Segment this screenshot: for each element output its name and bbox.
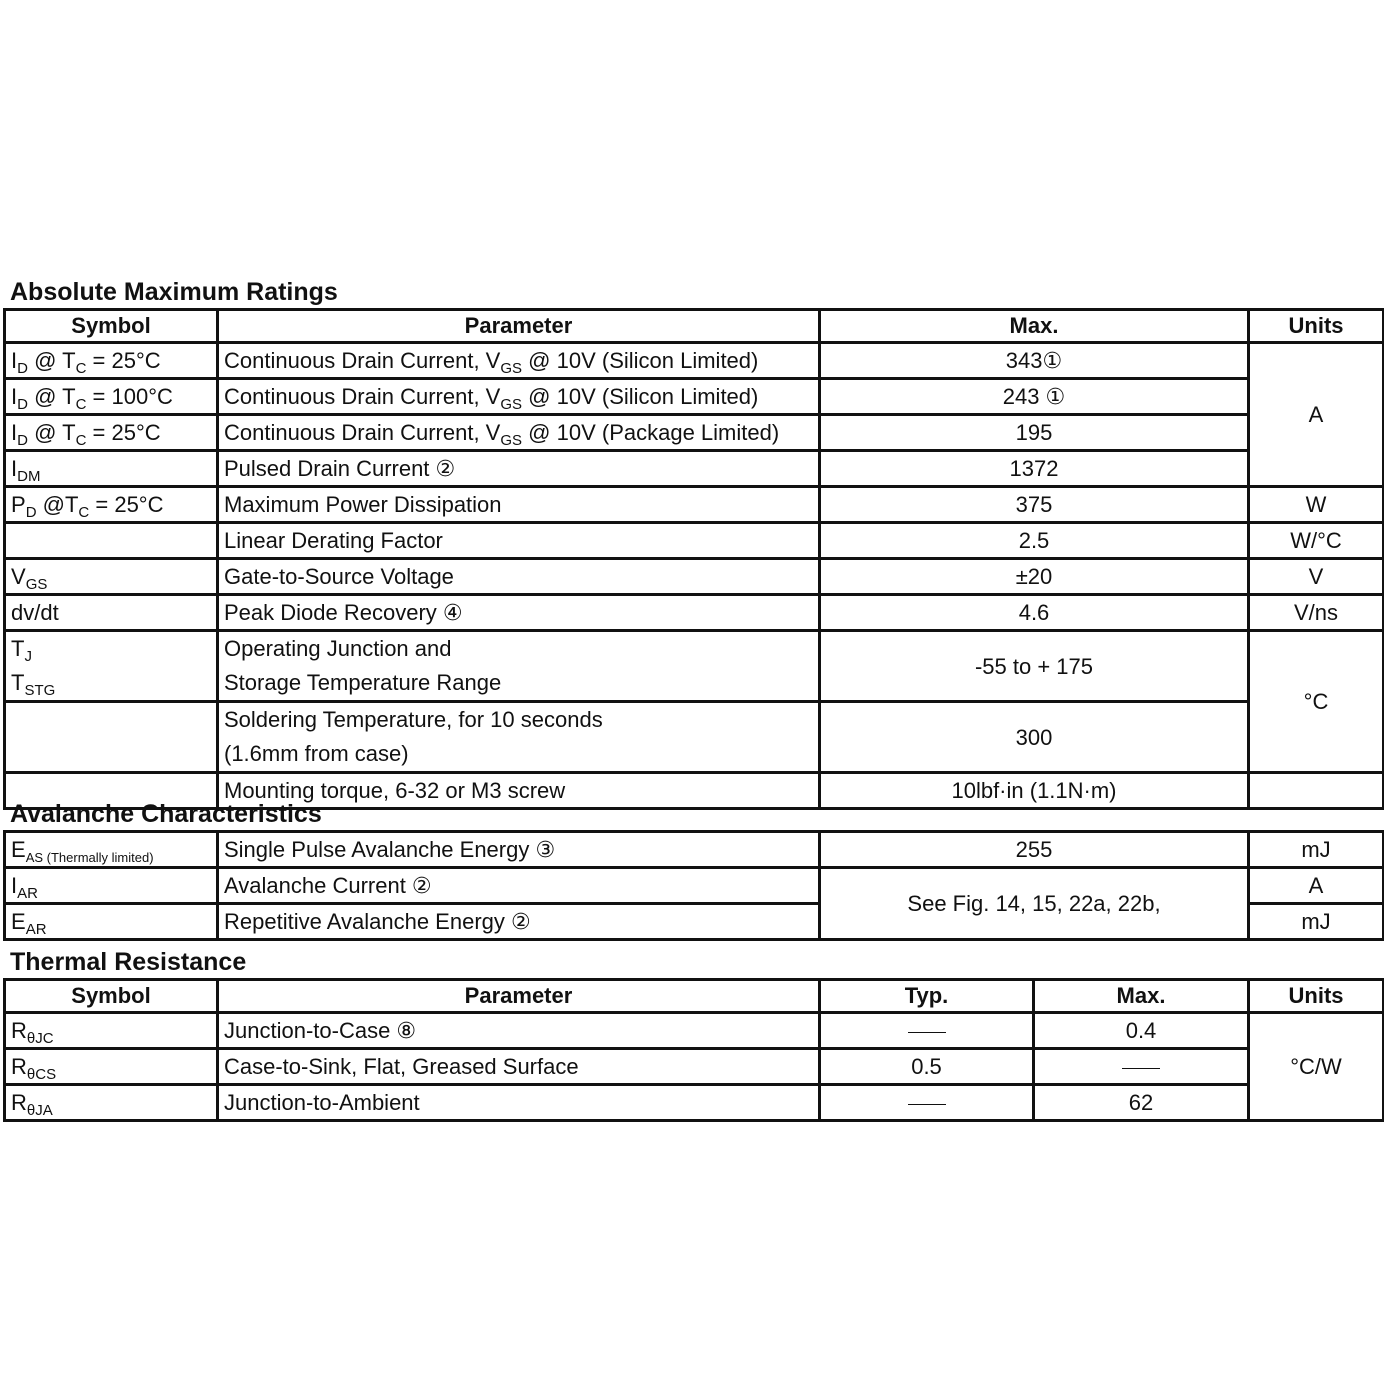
max-cell: 195	[820, 415, 1249, 451]
parameter-cell: Continuous Drain Current, $V_{GS}$ @ 10V (Silicon Limited)	[218, 343, 820, 379]
max-cell: 0.4	[1034, 1013, 1249, 1049]
max-cell: 255	[820, 832, 1249, 868]
table-row	[5, 487, 1384, 523]
parameter-cell: Case-to-Sink, Flat, Greased Surface	[218, 1049, 820, 1085]
max-cell: 343①	[820, 343, 1249, 379]
units-cell: V	[1249, 559, 1384, 595]
amr-table	[3, 308, 1384, 810]
table-row	[5, 868, 1384, 904]
units-cell: A	[1249, 343, 1384, 487]
symbol-cell: dv/dt	[5, 595, 218, 631]
table-row	[5, 1013, 1384, 1049]
units-cell: °C	[1249, 631, 1384, 773]
table-row	[5, 523, 1384, 559]
parameter-cell: Soldering Temperature, for 10 seconds (1.6mm from case)	[218, 702, 820, 773]
parameter-cell: Continuous Drain Current, $V_{GS}$ @ 10V (Package Limited)	[218, 415, 820, 451]
symbol-cell: $I_D$ @ $T_C = 25^\circ C$	[5, 415, 218, 451]
parameter-cell: Mounting torque, 6-32 or M3 screw	[218, 773, 820, 809]
max-cell: 300	[820, 702, 1249, 773]
header-max: Max.	[1034, 980, 1249, 1013]
units-cell: A	[1249, 868, 1384, 904]
symbol-cell: $V_{GS}$	[5, 559, 218, 595]
symbol-cell: $P_D$ $@T_C = 25^\circ C$	[5, 487, 218, 523]
table-row	[5, 1049, 1384, 1085]
thermal-header-row	[5, 980, 1384, 1013]
dash-icon	[1122, 1068, 1160, 1069]
max-cell: 4.6	[820, 595, 1249, 631]
parameter-cell: Maximum Power Dissipation	[218, 487, 820, 523]
dash-icon	[908, 1032, 946, 1033]
max-cell: 375	[820, 487, 1249, 523]
table-row	[5, 415, 1384, 451]
symbol-cell	[5, 523, 218, 559]
table-row	[5, 832, 1384, 868]
parameter-cell: Single Pulse Avalanche Energy ③	[218, 832, 820, 868]
header-units: Units	[1249, 980, 1384, 1013]
parameter-cell: Linear Derating Factor	[218, 523, 820, 559]
symbol-cell: $R_{\theta JA}$	[5, 1085, 218, 1121]
typ-cell: 0.5	[820, 1049, 1034, 1085]
header-max: Max.	[820, 310, 1249, 343]
parameter-cell: Gate-to-Source Voltage	[218, 559, 820, 595]
thermal-title: Thermal Resistance	[10, 948, 247, 976]
parameter-cell: Pulsed Drain Current ②	[218, 451, 820, 487]
units-cell: mJ	[1249, 832, 1384, 868]
units-cell	[1249, 773, 1384, 809]
symbol-cell: $E_{AS (Thermally limited)}$	[5, 832, 218, 868]
max-cell: 243 ①	[820, 379, 1249, 415]
header-units: Units	[1249, 310, 1384, 343]
max-cell	[1034, 1049, 1249, 1085]
header-symbol: Symbol	[5, 980, 218, 1013]
header-parameter: Parameter	[218, 310, 820, 343]
units-cell: W/°C	[1249, 523, 1384, 559]
table-row	[5, 343, 1384, 379]
units-cell: W	[1249, 487, 1384, 523]
parameter-cell: Repetitive Avalanche Energy ②	[218, 904, 820, 940]
parameter-cell: Junction-to-Ambient	[218, 1085, 820, 1121]
amr-title: Absolute Maximum Ratings	[10, 278, 338, 306]
table-row	[5, 379, 1384, 415]
table-row	[5, 702, 1384, 773]
thermal-table	[3, 978, 1384, 1122]
header-typ: Typ.	[820, 980, 1034, 1013]
typ-cell	[820, 1013, 1034, 1049]
units-cell: °C/W	[1249, 1013, 1384, 1121]
header-symbol: Symbol	[5, 310, 218, 343]
parameter-cell: Avalanche Current ②	[218, 868, 820, 904]
table-row	[5, 631, 1384, 702]
units-cell: V/ns	[1249, 595, 1384, 631]
parameter-cell: Junction-to-Case ⑧	[218, 1013, 820, 1049]
table-row	[5, 559, 1384, 595]
dash-icon	[908, 1104, 946, 1105]
symbol-cell: $I_{AR}$	[5, 868, 218, 904]
aval-title: Avalanche Characteristics	[10, 800, 322, 828]
parameter-cell: Peak Diode Recovery ④	[218, 595, 820, 631]
symbol-cell: $T_J$ $T_{STG}$	[5, 631, 218, 702]
symbol-cell: $I_D$ @ $T_C = 25^\circ C$	[5, 343, 218, 379]
aval-table	[3, 830, 1384, 941]
symbol-cell: $I_D$ @ $T_C = 100^\circ C$	[5, 379, 218, 415]
symbol-cell: $R_{\theta JC}$	[5, 1013, 218, 1049]
units-cell: mJ	[1249, 904, 1384, 940]
parameter-cell: Operating Junction and Storage Temperature Range	[218, 631, 820, 702]
symbol-cell: $I_{DM}$	[5, 451, 218, 487]
symbol-cell: $R_{\theta CS}$	[5, 1049, 218, 1085]
max-cell: 10lbf·in (1.1N·m)	[820, 773, 1249, 809]
header-parameter: Parameter	[218, 980, 820, 1013]
parameter-cell: Continuous Drain Current, $V_{GS}$ @ 10V (Silicon Limited)	[218, 379, 820, 415]
amr-header-row	[5, 310, 1384, 343]
max-cell: -55 to + 175	[820, 631, 1249, 702]
max-cell: 62	[1034, 1085, 1249, 1121]
typ-cell	[820, 1085, 1034, 1121]
max-cell: 2.5	[820, 523, 1249, 559]
symbol-cell	[5, 702, 218, 773]
see-fig-cell: See Fig. 14, 15, 22a, 22b,	[820, 868, 1249, 940]
max-cell: 1372	[820, 451, 1249, 487]
table-row	[5, 451, 1384, 487]
max-cell: ±20	[820, 559, 1249, 595]
table-row	[5, 1085, 1384, 1121]
table-row	[5, 595, 1384, 631]
symbol-cell: $E_{AR}$	[5, 904, 218, 940]
